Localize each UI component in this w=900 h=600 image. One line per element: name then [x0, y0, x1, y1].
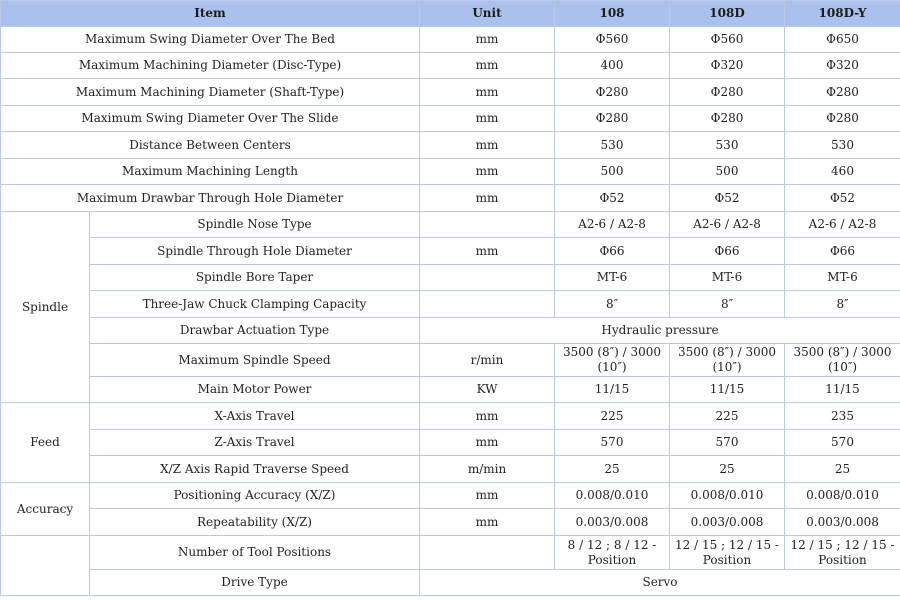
row-merged-value: Servo — [420, 570, 900, 596]
row-item: Three-Jaw Chuck Clamping Capacity — [90, 291, 420, 318]
table-row — [1, 79, 900, 106]
table-row — [1, 536, 900, 570]
row-item: Maximum Spindle Speed — [90, 344, 420, 377]
row-value: 570 — [555, 430, 670, 456]
table-row — [1, 185, 900, 212]
row-value: 235 — [785, 403, 900, 430]
row-item: Drive Type — [90, 570, 420, 596]
table-row — [1, 265, 900, 291]
row-unit: mm — [420, 53, 555, 79]
table-row — [1, 159, 900, 185]
row-value: 570 — [785, 430, 900, 456]
row-value: 8 / 12 ; 8 / 12 - Position — [555, 536, 670, 570]
row-value: 25 — [670, 456, 785, 483]
row-value: 570 — [670, 430, 785, 456]
table-row — [1, 53, 900, 79]
row-value: Φ280 — [555, 79, 670, 106]
row-value: 225 — [555, 403, 670, 430]
row-item: Main Motor Power — [90, 377, 420, 403]
row-item: Distance Between Centers — [1, 132, 420, 159]
group-label-feed: Feed — [1, 403, 90, 483]
row-value: Φ66 — [785, 238, 900, 265]
row-item: Repeatability (X/Z) — [90, 509, 420, 536]
row-value: Φ650 — [785, 27, 900, 53]
row-value: Φ560 — [555, 27, 670, 53]
row-value: 25 — [555, 456, 670, 483]
row-value: 12 / 15 ; 12 / 15 - Position — [670, 536, 785, 570]
row-unit: mm — [420, 403, 555, 430]
row-value: MT-6 — [785, 265, 900, 291]
row-value: 530 — [785, 132, 900, 159]
row-value: 25 — [785, 456, 900, 483]
row-unit — [420, 265, 555, 291]
table-row — [1, 456, 900, 483]
row-item: Maximum Swing Diameter Over The Slide — [1, 106, 420, 132]
table-row — [1, 291, 900, 318]
row-value: Φ66 — [670, 238, 785, 265]
row-value: 460 — [785, 159, 900, 185]
row-value: MT-6 — [670, 265, 785, 291]
row-item: Maximum Machining Diameter (Shaft-Type) — [1, 79, 420, 106]
row-unit: m/min — [420, 456, 555, 483]
row-item: Spindle Nose Type — [90, 212, 420, 238]
row-unit: mm — [420, 185, 555, 212]
group-label-tool — [1, 536, 90, 596]
row-unit: KW — [420, 377, 555, 403]
row-value: Φ52 — [670, 185, 785, 212]
header-item: Item — [1, 1, 420, 27]
table-row — [1, 238, 900, 265]
row-value: MT-6 — [555, 265, 670, 291]
table-row — [1, 570, 900, 596]
row-item: Z-Axis Travel — [90, 430, 420, 456]
row-value: 530 — [555, 132, 670, 159]
table-row — [1, 509, 900, 536]
row-value: 0.003/0.008 — [555, 509, 670, 536]
row-unit: mm — [420, 238, 555, 265]
header-model: 108 — [555, 1, 670, 27]
row-value: 0.003/0.008 — [785, 509, 900, 536]
row-value: 11/15 — [670, 377, 785, 403]
row-item: Maximum Swing Diameter Over The Bed — [1, 27, 420, 53]
row-value: 500 — [670, 159, 785, 185]
table-row — [1, 483, 900, 509]
row-value: 11/15 — [785, 377, 900, 403]
row-value: 3500 (8″) / 3000 (10″) — [670, 344, 785, 377]
row-value: A2-6 / A2-8 — [785, 212, 900, 238]
row-value: Φ52 — [555, 185, 670, 212]
row-unit — [420, 536, 555, 570]
row-unit: mm — [420, 509, 555, 536]
row-value: Φ52 — [785, 185, 900, 212]
row-unit: mm — [420, 430, 555, 456]
row-value: Φ280 — [670, 79, 785, 106]
row-unit — [420, 291, 555, 318]
table-row — [1, 27, 900, 53]
row-value: 225 — [670, 403, 785, 430]
table-row — [1, 403, 900, 430]
row-item: Maximum Drawbar Through Hole Diameter — [1, 185, 420, 212]
row-value: Φ320 — [670, 53, 785, 79]
row-value: 8″ — [785, 291, 900, 318]
row-value: 530 — [670, 132, 785, 159]
row-value: Φ66 — [555, 238, 670, 265]
row-value: Φ280 — [785, 106, 900, 132]
row-value: 0.008/0.010 — [555, 483, 670, 509]
table-row — [1, 106, 900, 132]
row-item: Spindle Through Hole Diameter — [90, 238, 420, 265]
row-value: 3500 (8″) / 3000 (10″) — [555, 344, 670, 377]
row-value: 400 — [555, 53, 670, 79]
row-value: Φ280 — [555, 106, 670, 132]
table-row — [1, 377, 900, 403]
row-item: Maximum Machining Length — [1, 159, 420, 185]
row-item: Positioning Accuracy (X/Z) — [90, 483, 420, 509]
row-value: Φ280 — [670, 106, 785, 132]
row-value: Φ320 — [785, 53, 900, 79]
row-item: Number of Tool Positions — [90, 536, 420, 570]
table-row — [1, 344, 900, 377]
group-label-spindle: Spindle — [1, 212, 90, 403]
row-value: 0.008/0.010 — [785, 483, 900, 509]
row-unit: mm — [420, 106, 555, 132]
row-merged-value: Hydraulic pressure — [420, 318, 900, 344]
group-label-accuracy: Accuracy — [1, 483, 90, 536]
row-item: Spindle Bore Taper — [90, 265, 420, 291]
table-row — [1, 430, 900, 456]
row-value: 500 — [555, 159, 670, 185]
header-model: 108D-Y — [785, 1, 900, 27]
row-item: X/Z Axis Rapid Traverse Speed — [90, 456, 420, 483]
row-unit: mm — [420, 483, 555, 509]
row-item: X-Axis Travel — [90, 403, 420, 430]
row-unit: mm — [420, 27, 555, 53]
table-row — [1, 318, 900, 344]
row-value: 8″ — [670, 291, 785, 318]
row-value: A2-6 / A2-8 — [670, 212, 785, 238]
row-unit: mm — [420, 79, 555, 106]
header-row — [1, 1, 900, 27]
table-row — [1, 132, 900, 159]
row-unit — [420, 212, 555, 238]
row-value: A2-6 / A2-8 — [555, 212, 670, 238]
row-unit: mm — [420, 159, 555, 185]
row-value: Φ560 — [670, 27, 785, 53]
header-model: 108D — [670, 1, 785, 27]
row-value: 11/15 — [555, 377, 670, 403]
header-unit: Unit — [420, 1, 555, 27]
row-unit: mm — [420, 132, 555, 159]
row-value: Φ280 — [785, 79, 900, 106]
row-value: 3500 (8″) / 3000 (10″) — [785, 344, 900, 377]
table-row — [1, 212, 900, 238]
row-value: 8″ — [555, 291, 670, 318]
row-value: 0.003/0.008 — [670, 509, 785, 536]
row-value: 0.008/0.010 — [670, 483, 785, 509]
row-item: Maximum Machining Diameter (Disc-Type) — [1, 53, 420, 79]
row-unit: r/min — [420, 344, 555, 377]
row-item: Drawbar Actuation Type — [90, 318, 420, 344]
row-value: 12 / 15 ; 12 / 15 - Position — [785, 536, 900, 570]
